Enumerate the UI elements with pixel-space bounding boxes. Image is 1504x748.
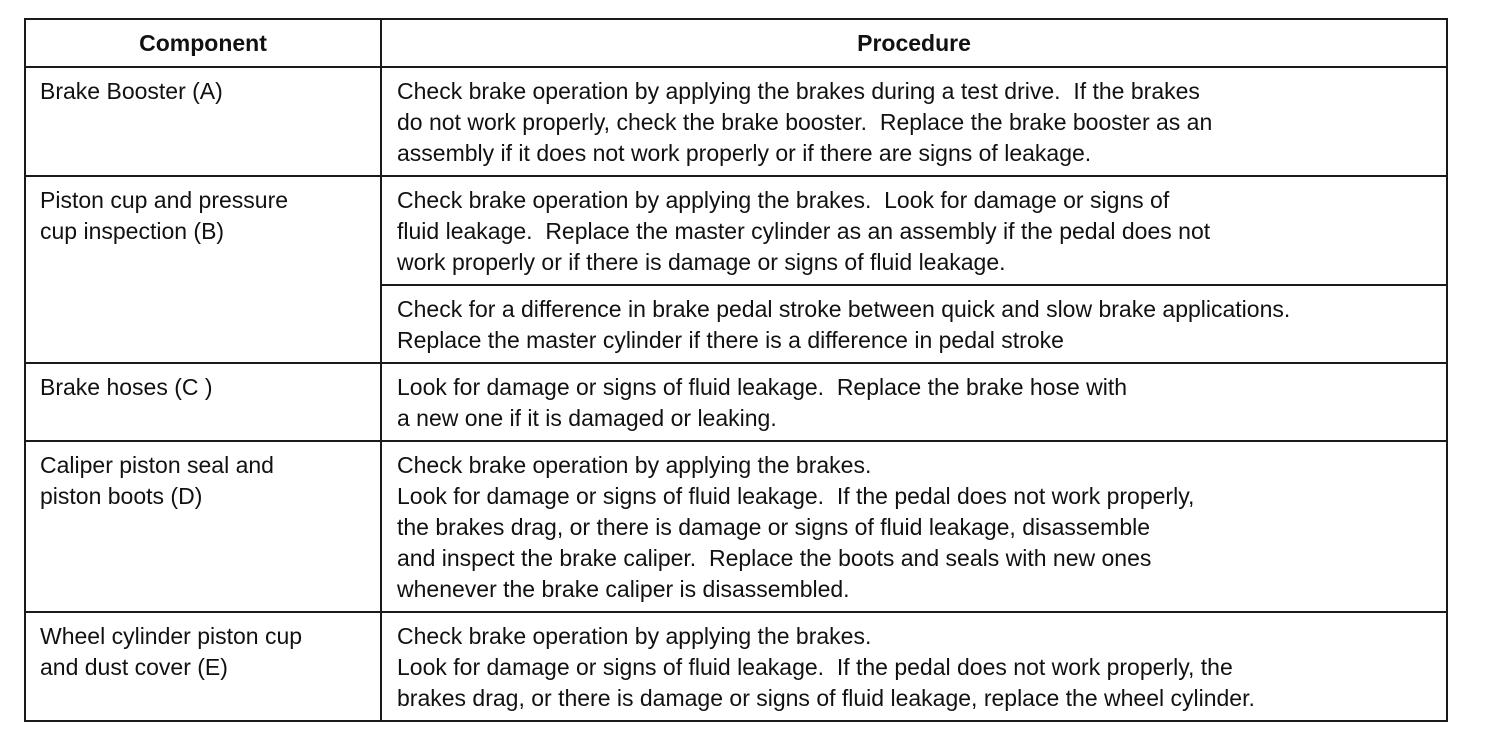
procedure-text: Check brake operation by applying the brakes. <box>397 452 872 478</box>
component-header: Component <box>25 19 381 67</box>
procedure-text: Replace the master cylinder if there is a difference in pedal stroke <box>397 327 1064 353</box>
procedure-cell <box>381 612 1447 721</box>
component-text: Wheel cylinder piston cup <box>40 623 303 649</box>
procedure-text: Check brake operation by applying the brakes during a test drive. If the brakes <box>397 78 1200 104</box>
component-text: Brake hoses (C ) <box>40 374 213 400</box>
procedure-text: assembly if it does not work properly or if there are signs of leakage. <box>397 140 1092 166</box>
procedure-text: Look for damage or signs of fluid leakage. If the pedal does not work properly, <box>397 483 1195 509</box>
table-row <box>25 176 1447 285</box>
procedure-text: Look for damage or signs of fluid leakage. Replace the brake hose with <box>397 374 1128 400</box>
table-row <box>25 67 1447 176</box>
component-cell <box>25 441 381 612</box>
procedure-cell <box>381 441 1447 612</box>
procedure-cell <box>381 285 1447 363</box>
procedure-text: Check brake operation by applying the brakes. <box>397 623 872 649</box>
procedure-text: work properly or if there is damage or signs of fluid leakage. <box>397 249 1006 275</box>
component-cell <box>25 363 381 441</box>
component-text: Caliper piston seal and <box>40 452 274 478</box>
component-text: cup inspection (B) <box>40 218 225 244</box>
component-text: piston boots (D) <box>40 483 203 509</box>
procedure-text: Check brake operation by applying the brakes. Look for damage or signs of <box>397 187 1170 213</box>
procedure-header: Procedure <box>381 19 1447 67</box>
procedure-cell <box>381 363 1447 441</box>
header-row <box>25 19 1447 67</box>
component-text: and dust cover (E) <box>40 654 228 680</box>
procedure-text: fluid leakage. Replace the master cylinder as an assembly if the pedal does not <box>397 218 1211 244</box>
component-cell <box>25 176 381 363</box>
table-row <box>25 363 1447 441</box>
procedure-text: Look for damage or signs of fluid leakage. If the pedal does not work properly, the <box>397 654 1233 680</box>
procedure-text: brakes drag, or there is damage or signs of fluid leakage, replace the wheel cylinder. <box>397 685 1255 711</box>
procedure-cell <box>381 67 1447 176</box>
component-text: Brake Booster (A) <box>40 78 223 104</box>
procedure-text: a new one if it is damaged or leaking. <box>397 405 777 431</box>
procedure-text: Check for a difference in brake pedal stroke between quick and slow brake applications. <box>397 296 1291 322</box>
component-cell <box>25 612 381 721</box>
procedure-cell <box>381 176 1447 285</box>
table-row <box>25 612 1447 721</box>
brake-inspection-table <box>24 18 1448 722</box>
procedure-text: whenever the brake caliper is disassembled. <box>397 576 850 602</box>
component-cell <box>25 67 381 176</box>
procedure-text: and inspect the brake caliper. Replace the boots and seals with new ones <box>397 545 1152 571</box>
component-text: Piston cup and pressure <box>40 187 289 213</box>
procedure-text: the brakes drag, or there is damage or signs of fluid leakage, disassemble <box>397 514 1151 540</box>
table-row <box>25 441 1447 612</box>
procedure-text: do not work properly, check the brake booster. Replace the brake booster as an <box>397 109 1213 135</box>
